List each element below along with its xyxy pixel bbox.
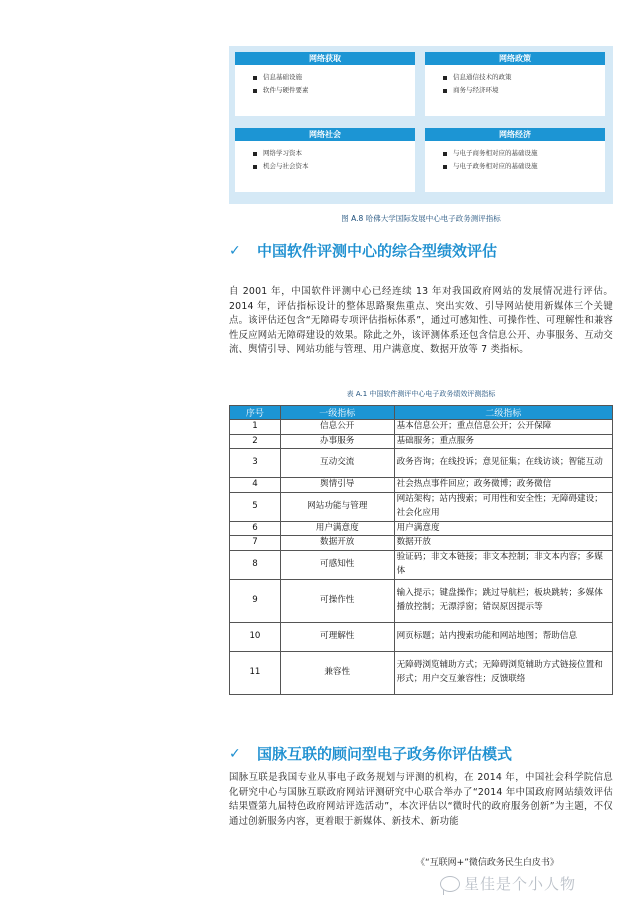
- table-row: [230, 550, 613, 579]
- box-network-society: [235, 128, 415, 192]
- table-header-row: [230, 406, 613, 420]
- header-cell: 一级指标: [280, 406, 394, 420]
- box-network-policy: [425, 52, 605, 116]
- cell-level1: 用户满意度: [280, 521, 394, 536]
- section-title: 中国软件评测中心的综合型绩效评估: [257, 242, 498, 260]
- table-row: [230, 651, 613, 694]
- cell-level2: 基本信息公开；重点信息公开；公开保障: [394, 420, 612, 435]
- cell-index: 10: [230, 622, 281, 651]
- check-icon: ✓: [229, 745, 241, 762]
- list-item: 信息基础设施: [253, 71, 415, 84]
- table-row: [230, 492, 613, 521]
- cell-level1: 办事服务: [280, 434, 394, 449]
- square-bullet-icon: [253, 165, 257, 169]
- figure-caption: 图 A.8 哈佛大学国际发展中心电子政务测评指标: [341, 214, 501, 223]
- table-row: [230, 579, 613, 622]
- cell-index: 3: [230, 449, 281, 478]
- table-row: [230, 434, 613, 449]
- cell-index: 8: [230, 550, 281, 579]
- box-network-access: [235, 52, 415, 116]
- box-title: 网络经济: [425, 128, 605, 141]
- cell-index: 7: [230, 536, 281, 551]
- cell-level1: 舆情引导: [280, 478, 394, 493]
- cell-index: 6: [230, 521, 281, 536]
- list-item: 商务与经济环境: [443, 84, 605, 97]
- body-paragraph: 国脉互联是我国专业从事电子政务规划与评测的机构，在 2014 年，中国社会科学院信息化研究中心与国脉互联政府网站评测研究中心联合举办了“2014 年中国政府网站绩效评估结果暨第九届特色政府网站评选活动”，本次评估以“微时代的政府服务创新”为主题，不仅通过创新服务内容，更着眼于新媒体、新技术、新功能: [229, 772, 613, 827]
- box-network-economy: [425, 128, 605, 192]
- cell-level2: 基础服务；重点服务: [394, 434, 612, 449]
- cell-index: 2: [230, 434, 281, 449]
- square-bullet-icon: [253, 76, 257, 80]
- cell-index: 5: [230, 492, 281, 521]
- cell-level2: 政务咨询；在线投诉；意见征集；在线访谈；智能互动: [394, 449, 612, 478]
- table-row: [230, 420, 613, 435]
- cell-level2: 社会热点事件回应；政务微博；政务微信: [394, 478, 612, 493]
- header-cell: 序号: [230, 406, 281, 420]
- section-heading: [229, 743, 512, 764]
- figure-a8-diagram: [229, 46, 613, 204]
- cell-level2: 网页标题；站内搜索功能和网站地图；帮助信息: [394, 622, 612, 651]
- table-row: [230, 622, 613, 651]
- header-cell: 二级指标: [394, 406, 612, 420]
- cell-level2: 网站架构；站内搜索；可用性和安全性；无障碍建设；社会化应用: [394, 492, 612, 521]
- watermark: [440, 873, 576, 894]
- cell-level2: 无障碍浏览辅助方式；无障碍浏览辅助方式链接位置和形式；用户交互兼容性；反馈联络: [394, 651, 612, 694]
- list-item: 与电子政务相对应的基础设施: [443, 160, 605, 173]
- section-heading: [229, 240, 497, 261]
- cell-index: 9: [230, 579, 281, 622]
- section-title: 国脉互联的顾问型电子政务你评估模式: [257, 745, 513, 763]
- cell-level1: 可感知性: [280, 550, 394, 579]
- cell-level1: 兼容性: [280, 651, 394, 694]
- table-caption: 表 A.1 中国软件测评中心电子政务绩效评测指标: [346, 390, 496, 398]
- square-bullet-icon: [443, 89, 447, 93]
- table-row: [230, 536, 613, 551]
- book-title-footer: 《“互联网+”微信政务民生白皮书》: [416, 858, 559, 868]
- table-row: [230, 521, 613, 536]
- cell-level1: 网站功能与管理: [280, 492, 394, 521]
- cell-level2: 用户满意度: [394, 521, 612, 536]
- chat-bubble-icon: [440, 876, 460, 892]
- square-bullet-icon: [443, 152, 447, 156]
- list-item: 信息通信技术的政策: [443, 71, 605, 84]
- list-item: 软件与硬件要素: [253, 84, 415, 97]
- list-item: 机会与社会资本: [253, 160, 415, 173]
- cell-index: 4: [230, 478, 281, 493]
- square-bullet-icon: [443, 76, 447, 80]
- cell-index: 1: [230, 420, 281, 435]
- table-row: [230, 449, 613, 478]
- list-item: 与电子商务相对应的基础设施: [443, 147, 605, 160]
- indicator-table: [229, 405, 613, 695]
- list-item: 网络学习资本: [253, 147, 415, 160]
- box-title: 网络社会: [235, 128, 415, 141]
- square-bullet-icon: [253, 152, 257, 156]
- box-title: 网络获取: [235, 52, 415, 65]
- cell-level1: 数据开放: [280, 536, 394, 551]
- cell-level2: 数据开放: [394, 536, 612, 551]
- body-paragraph: 自 2001 年，中国软件评测中心已经连续 13 年对我国政府网站的发展情况进行评估。2014 年，评估指标设计的整体思路聚焦重点、突出实效、引导网站使用新媒体三个关键点。该评估还包含“无障碍专项评估指标体系”，通过可感知性、可操作性、可理解性和兼容性反应网站无障碍建设的效果。除此之外，该评测体系还包含信息公开、办事服务、互动交流、舆情引导、网站功能与管理、用户满意度、数据开放等 7 类指标。: [229, 286, 613, 356]
- watermark-text: 星佳是个小人物: [464, 875, 577, 893]
- square-bullet-icon: [443, 165, 447, 169]
- cell-index: 11: [230, 651, 281, 694]
- cell-level2: 输入提示；键盘操作；跳过导航栏；板块跳转；多媒体播放控制；无漂浮窗；错误原因提示等: [394, 579, 612, 622]
- cell-level1: 可理解性: [280, 622, 394, 651]
- cell-level1: 互动交流: [280, 449, 394, 478]
- cell-level2: 验证码；非文本链接；非文本控制；非文本内容；多媒体: [394, 550, 612, 579]
- cell-level1: 可操作性: [280, 579, 394, 622]
- square-bullet-icon: [253, 89, 257, 93]
- table-row: [230, 478, 613, 493]
- check-icon: ✓: [229, 242, 241, 259]
- cell-level1: 信息公开: [280, 420, 394, 435]
- box-title: 网络政策: [425, 52, 605, 65]
